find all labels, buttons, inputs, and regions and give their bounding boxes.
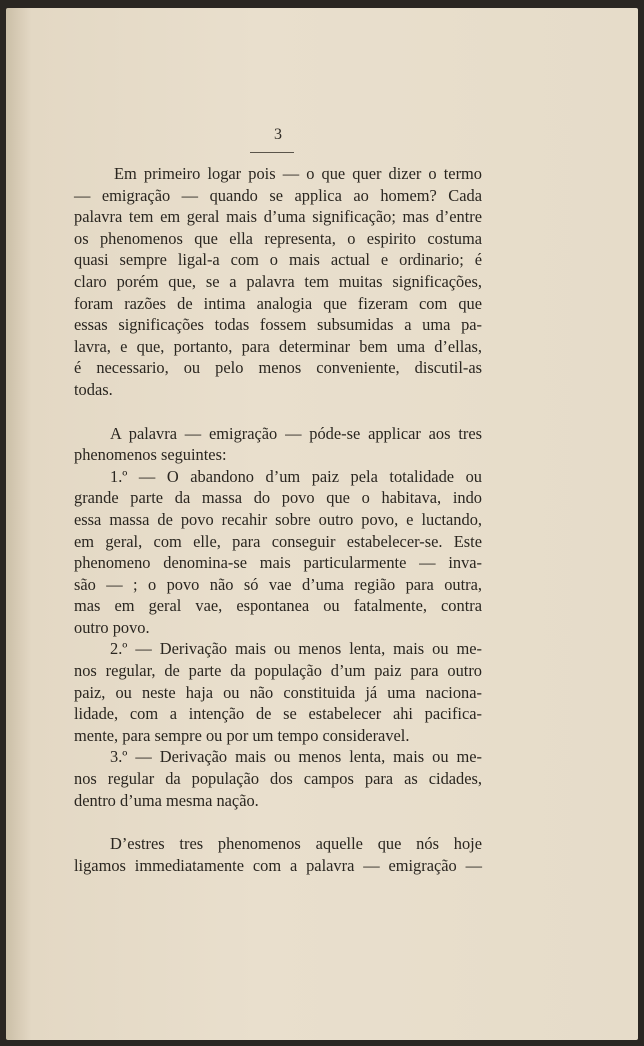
text-line: foram razões de intima analogia que fizeram com que xyxy=(74,293,482,313)
book-page xyxy=(6,8,638,1040)
paragraph-gap xyxy=(74,401,482,423)
text-line: phenomenos seguintes: xyxy=(74,445,227,465)
text-line: os phenomenos que ella representa, o espirito costuma xyxy=(74,228,482,248)
text-line: mas em geral vae, espontanea ou fatalmente, contra xyxy=(74,596,482,616)
text-line: nos regular, de parte da população d’um paiz para outro xyxy=(74,661,482,681)
text-line: palavra tem em geral mais d’uma significação; mas d’entre xyxy=(74,207,482,227)
text-line: é necessario, ou pelo menos conveniente, discutil-as xyxy=(74,358,482,378)
text-line: D’estres tres phenomenos aquelle que nós hoje xyxy=(110,834,482,854)
text-line: ligamos immediatamente com a palavra — emigração — xyxy=(74,855,482,875)
text-line: — emigração — quando se applica ao homem? Cada xyxy=(74,185,482,205)
body-text xyxy=(74,163,482,876)
page-number: 3 xyxy=(274,126,282,143)
text-line: 3.º — Derivação mais ou menos lenta, mais ou me- xyxy=(110,747,482,767)
text-line: quasi sempre ligal-a com o mais actual e ordinario; é xyxy=(74,250,482,270)
text-line: A palavra — emigração — póde-se applicar aos tres xyxy=(110,423,482,443)
text-line: outro povo. xyxy=(74,617,150,637)
text-line: lidade, com a intenção de se estabelecer ahi pacifica- xyxy=(74,704,482,724)
text-line: lavra, e que, portanto, para determinar bem uma d’ellas, xyxy=(74,336,482,356)
text-line: 1.º — O abandono d’um paiz pela totalidade ou xyxy=(110,466,482,486)
text-line: nos regular da população dos campos para as cidades, xyxy=(74,769,482,789)
text-line: essa massa de povo recahir sobre outro povo, e luctando, xyxy=(74,509,482,529)
text-line: paiz, ou neste haja ou não constituida já uma naciona- xyxy=(74,682,482,702)
text-line: em geral, com elle, para conseguir estabelecer-se. Este xyxy=(74,531,482,551)
text-line: 2.º — Derivação mais ou menos lenta, mais ou me- xyxy=(110,639,482,659)
text-line: grande parte da massa do povo que o habitava, indo xyxy=(74,488,482,508)
paragraph-gap xyxy=(74,811,482,833)
text-line: Em primeiro logar pois — o que quer dizer o termo xyxy=(114,164,482,183)
text-line: mente, para sempre ou por um tempo consideravel. xyxy=(74,725,410,745)
text-line: são — ; o povo não só vae d’uma região para outra, xyxy=(74,574,482,594)
header-rule xyxy=(250,152,294,153)
text-line: essas significações todas fossem subsumidas a uma pa- xyxy=(74,315,482,335)
text-line: todas. xyxy=(74,379,113,399)
text-line: claro porém que, se a palavra tem muitas significações, xyxy=(74,271,482,291)
text-line: phenomeno denomina-se mais particularmente — inva- xyxy=(74,553,482,573)
text-line: dentro d’uma mesma nação. xyxy=(74,790,259,810)
